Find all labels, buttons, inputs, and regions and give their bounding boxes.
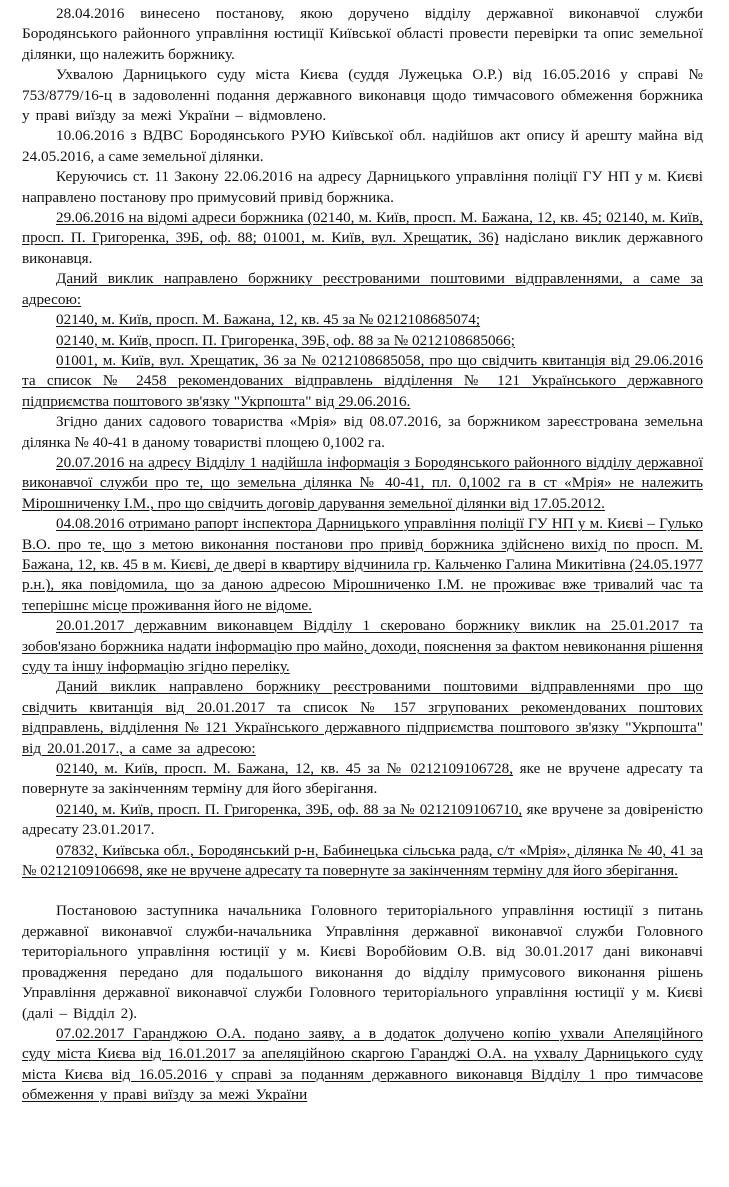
paragraph-text: Даний виклик направлено боржнику реєстрованими поштовими відправленнями, а саме за адресою: xyxy=(22,270,703,308)
paragraph-text: Керуючись ст. 11 Закону 22.06.2016 на адресу Дарницького управління поліції ГУ НП у м. Києві направлено постанову про примусовий привід боржника. xyxy=(22,168,703,206)
paragraph-3 xyxy=(22,126,703,167)
paragraph-text: надіслано виклик державного виконавця. xyxy=(22,229,703,267)
paragraph-text: Даний виклик направлено боржнику реєстрованими поштовими відправленнями про що свідчить квитанція від 20.01.2017 та список № 157 згрупованих рекомендованих поштових відправлень, відділення № 121 Українського державного підприємства поштового зв'язку "Укрпошта" від 20.01.2017., а саме за адресою: xyxy=(22,678,703,757)
paragraph-text: 07.02.2017 Гаранджою О.А. подано заяву, а в додаток долучено копію ухвали Апеляційного суду міста Києва від 16.01.2017 за апеляційною скаргою Гаранджі О.А. на ухвалу Дарницького суду міста Києва від 16.05.2016 у справі за поданням державного виконавця Відділу 1 про тимчасове обмеження у праві виїзду за межі України xyxy=(22,1024,703,1104)
paragraph-2 xyxy=(22,65,703,126)
paragraph-1 xyxy=(22,4,703,65)
paragraph-underlined-run: 02140, м. Київ, просп. П. Григоренка, 39Б, оф. 88 за № 0212109106710, xyxy=(56,800,523,818)
paragraph-14 xyxy=(22,677,703,759)
paragraph-13 xyxy=(22,616,703,677)
paragraph-text: яке не вручене адресату та повернуте за закінченням терміну для його зберігання. xyxy=(22,760,703,798)
paragraph-underlined-run: 29.06.2016 на відомі адреси боржника (02140, м. Київ, просп. М. Бажана, 12, кв. 45; 02140, м. Київ, просп. П. Григоренка, 39Б, оф. 88; 01001, м. Київ, вул. Хрещатик, 36) xyxy=(22,209,703,247)
paragraph-text: 28.04.2016 винесено постанову, якою доручено відділу державної виконавчої служби Бородянського районного управління юстиції Київської області провести перевірки та опис земельної ділянки, що належить боржнику. xyxy=(22,5,703,63)
paragraph-9 xyxy=(22,351,703,412)
paragraph-text: 20.07.2016 на адресу Відділу 1 надійшла інформація з Бородянського районного відділу державної виконавчої служби про те, що земельна ділянка № 40-41, пл. 0,1002 га в ст «Мрія» не належить Мірошниченку І.М., про що свідчить договір дарування земельної ділянки від 17.05.2012. xyxy=(22,453,703,512)
paragraph-text: Ухвалою Дарницького суду міста Києва (суддя Лужецька О.Р.) від 16.05.2016 у справі № 753/8779/16-ц в задоволенні подання державного виконавця щодо тимчасового обмеження боржника у праві виїзду за межі України – відмовлено. xyxy=(22,66,703,125)
paragraph-text: 02140, м. Київ, просп. П. Григоренка, 39Б, оф. 88 за № 0212108685066; xyxy=(56,331,515,349)
paragraph-16 xyxy=(22,800,703,841)
paragraph-11 xyxy=(22,453,703,514)
paragraph-7 xyxy=(22,310,703,330)
paragraph-6 xyxy=(22,269,703,310)
paragraph-19 xyxy=(22,1024,703,1106)
paragraph-text: 04.08.2016 отримано рапорт інспектора Дарницького управління поліції ГУ НП у м. Києві – Гулько В.О. про те, що з метою виконання постанови про привід боржника здійснено вихід по просп. М. Бажана, 12, кв. 45 в м. Києві, де двері в квартиру відчинила гр. Кальченко Галина Микитівна (24.05.1977 р.н.), яка повідомила, що за даною адресою Мірошниченко І.М. не проживає вже тривалий час та теперішнє місце проживання його не відоме. xyxy=(22,515,703,614)
paragraph-5 xyxy=(22,208,703,269)
paragraph-4 xyxy=(22,167,703,208)
paragraph-15 xyxy=(22,759,703,800)
paragraph-12 xyxy=(22,514,703,616)
paragraph-10 xyxy=(22,412,703,453)
paragraph-8 xyxy=(22,331,703,351)
paragraph-text: 07832, Київська обл., Бородянський р-н, Бабинецька сільська рада, с/т «Мрія», ділянка № 40, 41 за № 0212109106698, яке не вручене адресату та повернуте за закінченням терміну для його зберігання. xyxy=(22,841,703,880)
paragraph-text: Постановою заступника начальника Головного територіального управління юстиції з питань державної виконавчої служби-начальника Управління державної виконавчої служби Головного територіального управління юстиції у м. Києві Воробйовим О.В. від 30.01.2017 дані виконавчі провадження передано для подальшого виконання до відділу примусового виконання рішень Управління державної виконавчої служби Головного територіального управління юстиції у м. Києві (далі – Відділ 2). xyxy=(22,902,703,1022)
paragraph-text: 02140, м. Київ, просп. М. Бажана, 12, кв. 45 за № 0212108685074; xyxy=(56,311,481,329)
paragraph-text: 20.01.2017 державним виконавцем Відділу 1 скеровано боржнику виклик на 25.01.2017 та зобов'язано боржника надати інформацію про майно, доходи, пояснення за фактом невиконання рішення суду та іншу інформацію згідно переліку. xyxy=(22,617,703,675)
paragraph-18 xyxy=(22,901,703,1023)
paragraph-text: яке вручене за довіреністю адресату 23.01.2017. xyxy=(22,800,703,839)
paragraph-text: Згідно даних садового товариства «Мрія» від 08.07.2016, за боржником зареєстрована земельна ділянка № 40-41 в даному товаристві площею 0,1002 га. xyxy=(22,413,703,451)
document-body xyxy=(22,4,703,1106)
paragraph-text: 10.06.2016 з ВДВС Бородянського РУЮ Київської обл. надійшов акт опису й арешту майна від 24.05.2016, а саме земельної ділянки. xyxy=(22,127,703,165)
paragraph-underlined-run: 02140, м. Київ, просп. М. Бажана, 12, кв. 45 за № 0212109106728, xyxy=(56,760,514,778)
paragraph-text: 01001, м. Київ, вул. Хрещатик, 36 за № 0212108685058, про що свідчить квитанція від 29.06.2016 та список № 2458 рекомендованих відправлень відділення № 121 Українського державного підприємства поштового зв'язку "Укрпошта" від 29.06.2016. xyxy=(22,351,703,410)
paragraph-17 xyxy=(22,841,703,882)
